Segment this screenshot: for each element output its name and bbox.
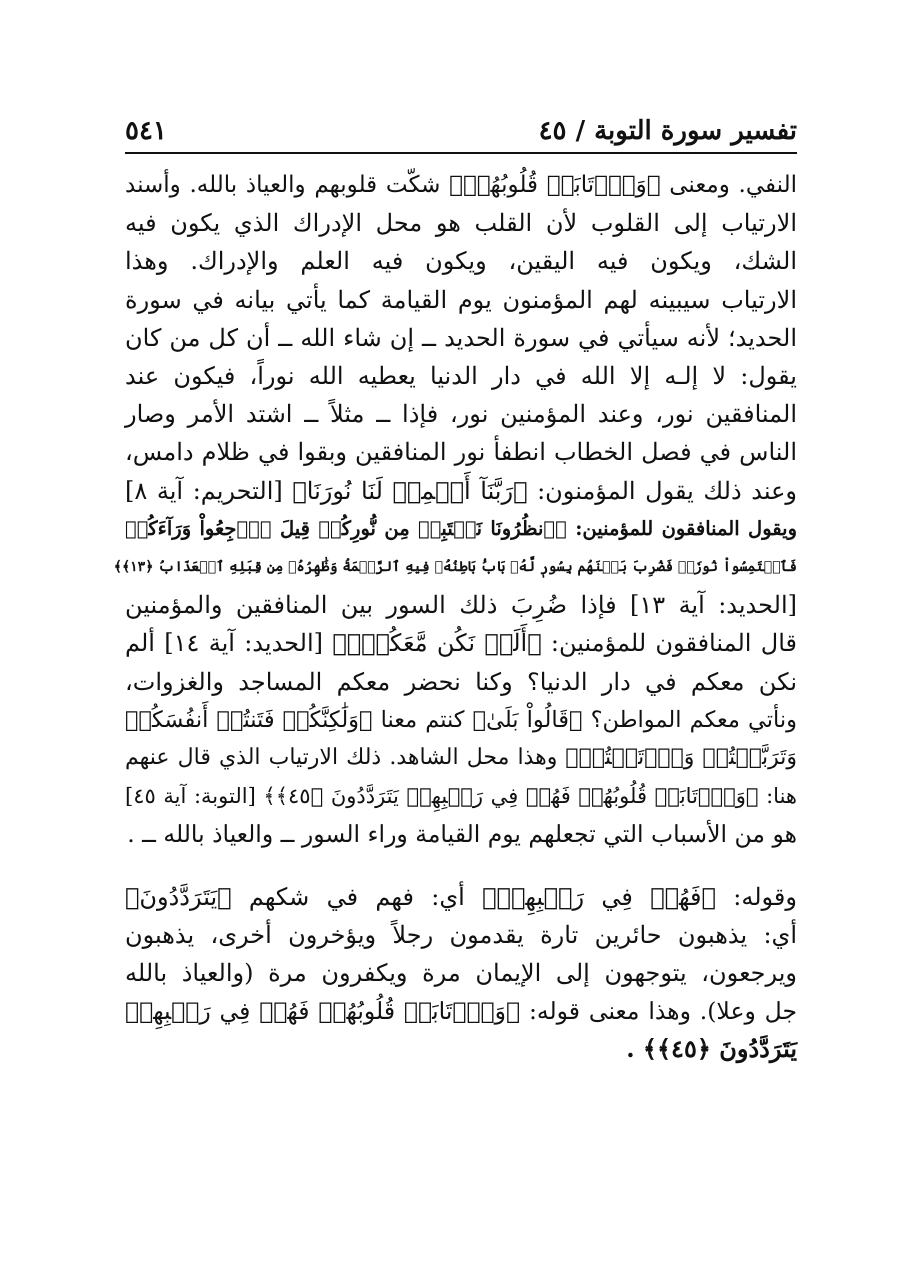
text-line: يقول: لا إلـه إلا الله في دار الدنيا يعطيه الله نوراً، فيكون عند <box>125 362 797 391</box>
text-line: النفي. ومعنى ﴿وَٱرۡتَابَتۡ قُلُوبُهُمۡ﴾ شكّت قلوبهم والعياذ بالله. وأسند <box>125 172 797 198</box>
text-line: أي: يذهبون حائرين تارة يقدمون رجلاً ويؤخرون أخرى، يذهبون <box>125 920 797 949</box>
quran-verse-line: يَتَرَدَّدُونَ ﴿٤٥﴾﴾ . <box>626 1034 797 1064</box>
text-line: المنافقين نور، وعند المؤمنين نور، فإذا ــ مثلاً ــ اشتد الأمر وصار <box>125 400 797 429</box>
text-line: [الحديد: آية ١٣] فإذا ضُرِبَ ذلك السور بين المنافقين والمؤمنين <box>125 591 797 620</box>
text-line: هنا: ﴿وَٱرۡتَابَتۡ قُلُوبُهُمۡ فَهُمۡ فِي رَيۡبِهِمۡ يَتَرَدَّدُونَ ﴿٤٥﴾﴾ [التوبة: آية ٤٥] <box>125 784 797 809</box>
page-number: ٥٤١ <box>125 116 167 146</box>
text-line: قال المنافقون للمؤمنين: ﴿أَلَمۡ نَكُن مَّعَكُمۡۖ﴾ [الحديد: آية ١٤] ألم <box>125 629 797 658</box>
text-line: وعند ذلك يقول المؤمنون: ﴿رَبَّنَآ أَتۡمِمۡ لَنَا نُورَنَا﴾ [التحريم: آية ٨] <box>125 476 797 505</box>
text-line: الحديد؛ لأنه سيأتي في سورة الحديد ــ إن شاء الله ــ أن كل من كان <box>125 323 797 352</box>
text-line: وقوله: ﴿فَهُمۡ فِي رَيۡبِهِمۡ﴾ أي: فهم في شكهم ﴿يَتَرَدَّدُونَ﴾ <box>125 882 797 911</box>
text-line: وَتَرَبَّصۡتُمۡ وَٱرۡتَبۡتُمۡ﴾ وهذا محل الشاهد. ذلك الارتياب الذي قال عنهم <box>125 745 797 771</box>
text-line: ونأتي معكم المواطن؟ ﴿قَالُواْ بَلَىٰ﴾ كنتم معنا ﴿وَلَٰكِنَّكُمۡ فَتَنتُمۡ أَنفُسَكُمۡ <box>125 706 797 733</box>
text-line: الارتياب إلى القلوب لأن القلب هو محل الإدراك الذي يكون فيه <box>125 209 797 238</box>
running-header <box>125 108 797 154</box>
text-line: نكن معكم في دار الدنيا؟ وكنا نحضر معكم المساجد والغزوات، <box>125 667 797 696</box>
text-line: هو من الأسباب التي تجعلهم يوم القيامة وراء السور ــ والعياذ بالله ــ . <box>127 820 797 849</box>
header-title: تفسير سورة التوبة / ٤٥ <box>538 116 797 146</box>
paragraph-2 <box>125 878 797 1069</box>
quran-verse-line: فَٱلۡتَمِسُواْ نُورٗاۖ فَضُرِبَ بَيۡنَهُم بِسُورٖ لَّهُۥ بَابُۢ بَاطِنُهُۥ فِيهِ ٱلرَّحۡمَةُ وَظَٰهِرُهُۥ مِن قِبَلِهِ ٱلۡعَذَابُ ﴿١٣﴾﴾ <box>113 559 797 576</box>
text-line: جل وعلا). وهذا معنى قوله: ﴿وَٱرۡتَابَتۡ قُلُوبُهُمۡ فَهُمۡ فِي رَيۡبِهِمۡ <box>125 997 797 1026</box>
text-line: الشك، ويكون فيه اليقين، ويكون فيه العلم والإدراك. وهذا <box>125 247 797 276</box>
page <box>113 108 797 1208</box>
text-line: الناس في فصل الخطاب انطفأ نور المنافقين وبقوا في ظلام دامس، <box>125 438 797 467</box>
paragraph-1 <box>113 166 797 854</box>
text-line: الارتياب سيبينه لهم المؤمنون يوم القيامة كما يأتي بيانه في سورة <box>125 285 797 314</box>
text-line: ويرجعون، يتوجهون إلى الإيمان مرة ويكفرون مرة (والعياذ بالله <box>125 959 797 988</box>
quran-verse-line: ويقول المنافقون للمؤمنين: ﴿ٱنظُرُونَا نَقۡتَبِسۡ مِن نُّورِكُمۡ قِيلَ ٱرۡجِعُواْ وَرَآءَكُمۡ <box>125 516 797 540</box>
